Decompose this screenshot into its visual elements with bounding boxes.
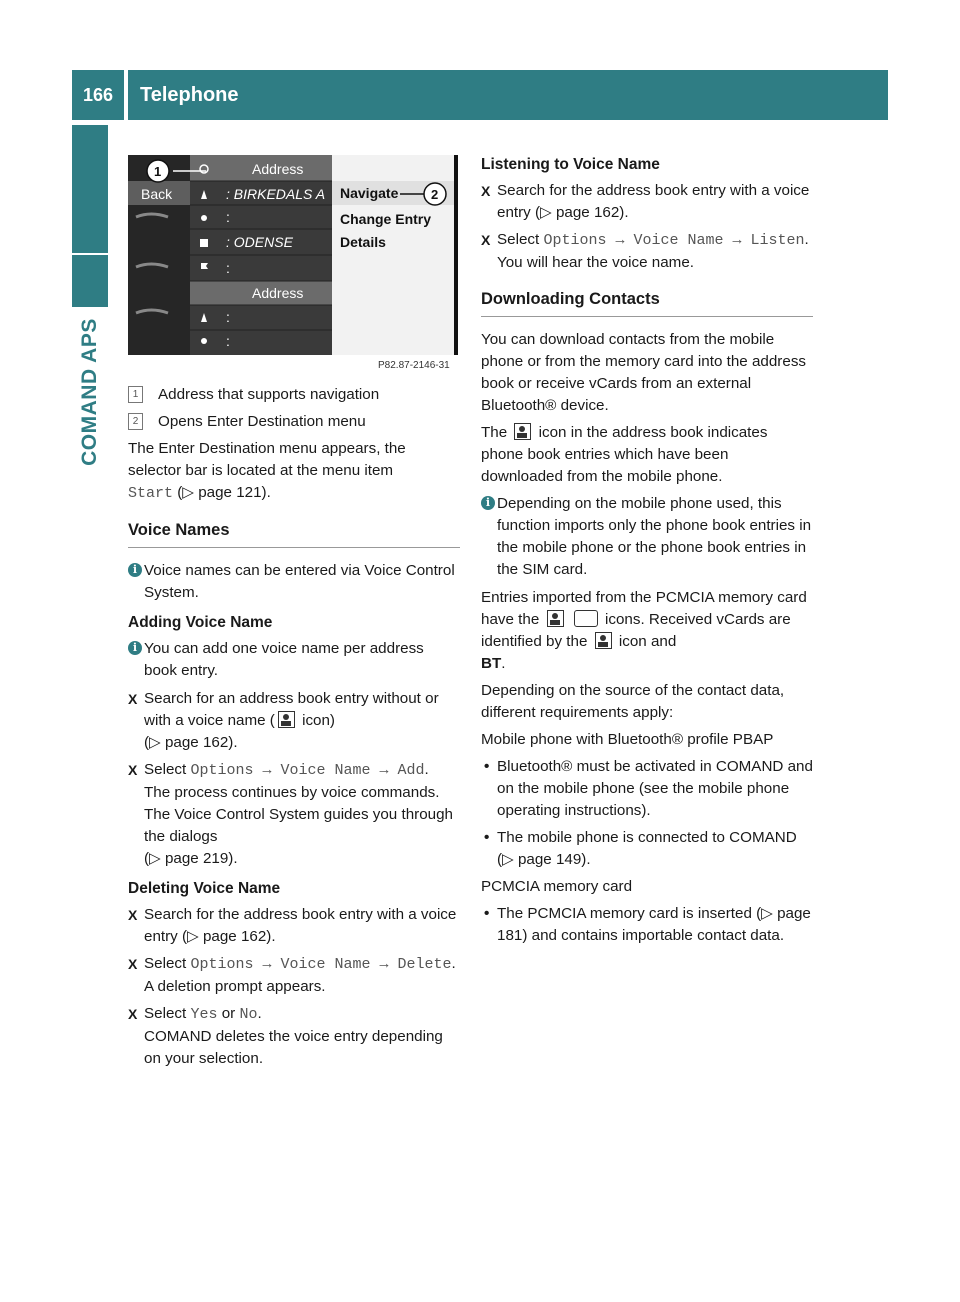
destination-paragraph: The Enter Destination menu appears, the selector bar is located at the menu item Start (▷ page 121). [128, 440, 406, 502]
legend-item-2: 2 Opens Enter Destination menu [128, 411, 460, 433]
row-8: : [226, 333, 230, 349]
voice-person-icon [278, 711, 295, 728]
memory-card-icon [574, 610, 598, 627]
info-note: i Depending on the mobile phone used, this function imports only the phone book entries in the mobile phone or the phone book entries in the SIM card. [481, 493, 813, 581]
step-item: X Select Options → Voice Name → Add. The process continues by voice commands. The Voice Control System guides you through the dialogs (▷ page 219). [128, 761, 453, 867]
heading-adding-voice-name: Adding Voice Name [128, 614, 273, 631]
menu-details: Details [340, 234, 386, 250]
pcmcia-heading: PCMCIA memory card [481, 878, 633, 895]
left-column [128, 384, 460, 1075]
step-item: X Search for the address book entry with a voice entry (▷ page 162). [481, 182, 810, 221]
address-header-1: Address [252, 161, 304, 177]
bullet-item: • Bluetooth® must be activated in COMAND and on the mobile phone (see the mobile phone operating instructions). [484, 758, 813, 819]
person-icon [595, 632, 612, 649]
callout-2: 2 [431, 187, 439, 202]
bullet-item: • The PCMCIA memory card is inserted (▷ page 181) and contains importable contact data. [484, 905, 811, 944]
screenshot-graphic [128, 155, 458, 355]
side-tab [72, 125, 108, 253]
step-item: X Select Options → Voice Name → Delete. A deletion prompt appears. [128, 955, 456, 995]
side-tab-marker [72, 255, 108, 307]
info-icon: i [128, 563, 142, 577]
phonebook-icon-paragraph: The icon in the address book indicates phone book entries which have been downloaded from the mobile phone. [481, 424, 768, 485]
row-3: : [226, 209, 230, 225]
menu-change-entry: Change Entry [340, 211, 432, 227]
heading-downloading-contacts: Downloading Contacts [481, 288, 813, 317]
step-item: X Select Options → Voice Name → Listen. You will hear the voice name. [481, 231, 809, 271]
back-label: Back [141, 186, 173, 202]
step-item: X Select Yes or No. COMAND deletes the voice entry depending on your selection. [128, 1005, 443, 1067]
person-icon [547, 610, 564, 627]
row-5: : [226, 260, 230, 276]
pcmcia-paragraph: Entries imported from the PCMCIA memory card have the icons. Received vCards are identified by the icon and BT. [481, 589, 807, 672]
row-7: : [226, 309, 230, 325]
downloaded-contact-icon [514, 423, 531, 440]
step-item: X Search for an address book entry without or with a voice name ( icon) (▷ page 162). [128, 690, 439, 751]
legend-item-1: 1 Address that supports navigation [128, 384, 460, 406]
heading-listening-voice-name: Listening to Voice Name [481, 156, 660, 173]
info-note: i You can add one voice name per address book entry. [128, 638, 460, 682]
bullet-item: • The mobile phone is connected to COMAND (▷ page 149). [484, 829, 797, 868]
info-note: i Voice names can be entered via Voice Control System. [128, 560, 460, 604]
info-icon: i [481, 496, 495, 510]
info-icon: i [128, 641, 142, 655]
right-column [481, 154, 813, 952]
row-odense: : ODENSE [226, 234, 293, 250]
page-number: 166 [72, 70, 124, 120]
download-paragraph: You can download contacts from the mobile phone or from the memory card into the address book or receive vCards from an external Bluetooth® device. [481, 331, 807, 414]
step-item: X Search for the address book entry with a voice entry (▷ page 162). [128, 906, 457, 945]
heading-deleting-voice-name: Deleting Voice Name [128, 880, 281, 897]
heading-voice-names: Voice Names [128, 519, 460, 548]
comand-screenshot [128, 155, 458, 355]
pbap-paragraph: Mobile phone with Bluetooth® profile PBAP [481, 731, 774, 748]
requirements-paragraph: Depending on the source of the contact data, different requirements apply: [481, 682, 785, 721]
figure-caption: P82.87-2146-31 [378, 360, 450, 371]
menu-navigate: Navigate [340, 185, 399, 201]
callout-1: 1 [154, 164, 162, 179]
side-label: COMAND APS [78, 318, 101, 466]
row-birkedals: : BIRKEDALS A [226, 186, 326, 202]
section-title: Telephone [128, 70, 888, 120]
address-header-2: Address [252, 285, 304, 301]
